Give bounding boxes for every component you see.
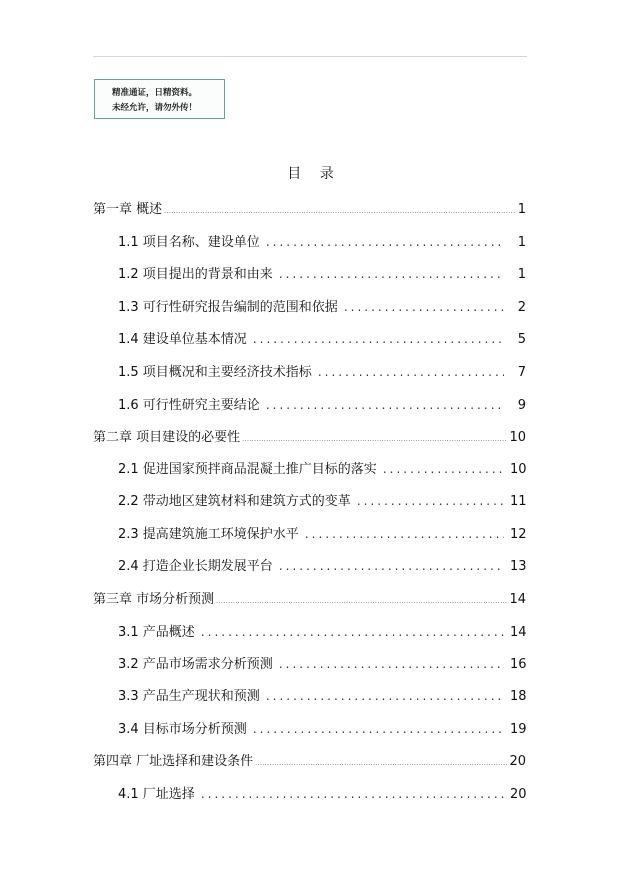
toc-page-number: 1 xyxy=(517,202,526,217)
toc-entry-section-2-1[interactable] xyxy=(118,458,526,477)
notice-line-2: 未经允许，请勿外传！ xyxy=(112,103,198,113)
toc-page-number: 14 xyxy=(510,625,527,640)
toc-entry-title: 第二章 项目建设的必要性 xyxy=(93,430,241,445)
toc-page-number: 16 xyxy=(510,657,527,672)
toc-entry-title: 1.3 可行性研究报告编制的范围和依据 xyxy=(118,300,338,315)
notice-line-1: 精准通证，日精资料。 xyxy=(112,88,198,98)
toc-entry-section-1-1[interactable] xyxy=(118,231,526,250)
toc-dot-leader xyxy=(242,436,507,443)
toc-entry-title: 3.1 产品概述 xyxy=(118,625,195,640)
toc-dot-leader xyxy=(253,722,504,736)
toc-entry-title: 1.1 项目名称、建设单位 xyxy=(118,235,260,250)
toc-dot-leader xyxy=(201,625,504,639)
toc-dot-leader xyxy=(318,365,504,379)
toc-dot-leader xyxy=(305,527,504,541)
toc-dot-leader xyxy=(266,235,504,249)
toc-page-number: 20 xyxy=(509,754,526,769)
toc-entry-title: 第四章 厂址选择和建设条件 xyxy=(93,754,254,769)
toc-entry-section-4-1[interactable] xyxy=(118,783,526,802)
toc-dot-leader xyxy=(255,760,507,767)
toc-page-number: 12 xyxy=(510,527,527,542)
toc-entry-section-1-2[interactable] xyxy=(118,263,526,282)
toc-entry-title: 1.5 项目概况和主要经济技术指标 xyxy=(118,365,312,380)
toc-entry-title: 2.4 打造企业长期发展平台 xyxy=(118,559,273,574)
toc-entry-title: 2.1 促进国家预拌商品混凝土推广目标的落实 xyxy=(118,462,377,477)
toc-entry-section-1-3[interactable] xyxy=(118,296,526,315)
toc-page-number: 7 xyxy=(517,365,526,380)
toc-page-number: 20 xyxy=(510,787,527,802)
toc-dot-leader xyxy=(279,267,504,281)
toc-entry-section-2-3[interactable] xyxy=(118,523,526,542)
toc-title: 目 录 xyxy=(287,166,341,182)
toc-entry-title: 2.3 提高建筑施工环境保护水平 xyxy=(118,527,299,542)
toc-page-number: 19 xyxy=(510,722,527,737)
toc-page-number: 13 xyxy=(510,559,527,574)
toc-page-number: 2 xyxy=(517,300,526,315)
toc-page-number: 1 xyxy=(517,267,526,282)
toc-dot-leader xyxy=(357,494,504,508)
toc-entry-title: 1.4 建设单位基本情况 xyxy=(118,332,247,347)
toc-page-number: 10 xyxy=(509,430,526,445)
toc-entry-section-1-6[interactable] xyxy=(118,394,526,413)
toc-dot-leader xyxy=(164,208,516,215)
toc-page-number: 14 xyxy=(509,592,526,607)
toc-entry-section-2-2[interactable] xyxy=(118,490,526,509)
toc-entry-title: 2.2 带动地区建筑材料和建筑方式的变革 xyxy=(118,494,351,509)
toc-page-number: 11 xyxy=(510,494,527,509)
toc-entry-section-3-3[interactable] xyxy=(118,685,526,704)
toc-dot-leader xyxy=(216,598,507,605)
toc-entry-section-2-4[interactable] xyxy=(118,555,526,574)
toc-page-number: 1 xyxy=(517,235,526,250)
toc-entry-title: 1.2 项目提出的背景和由来 xyxy=(118,267,273,282)
toc-entry-chapter-1[interactable] xyxy=(93,198,526,217)
toc-entry-section-1-5[interactable] xyxy=(118,361,526,380)
toc-page-number: 10 xyxy=(510,462,527,477)
toc-entry-title: 第三章 市场分析预测 xyxy=(93,592,215,607)
header-rule xyxy=(93,56,527,57)
toc-entry-title: 1.6 可行性研究主要结论 xyxy=(118,398,260,413)
toc-entry-title: 3.2 产品市场需求分析预测 xyxy=(118,657,273,672)
toc-entry-chapter-3[interactable] xyxy=(93,588,526,607)
toc-entry-section-1-4[interactable] xyxy=(118,328,526,347)
toc-entry-chapter-2[interactable] xyxy=(93,426,526,445)
toc-page-number: 18 xyxy=(510,689,527,704)
toc-entry-section-3-1[interactable] xyxy=(118,621,526,640)
toc-dot-leader xyxy=(344,300,504,314)
toc-dot-leader xyxy=(201,787,504,801)
toc-dot-leader xyxy=(253,332,504,346)
toc-entry-chapter-4[interactable] xyxy=(93,750,526,769)
toc-dot-leader xyxy=(279,559,504,573)
toc-page-number: 5 xyxy=(517,332,526,347)
toc-dot-leader xyxy=(266,689,504,703)
toc-page-number: 9 xyxy=(517,398,526,413)
toc-dot-leader xyxy=(266,398,504,412)
toc-entry-section-3-4[interactable] xyxy=(118,718,526,737)
toc-entry-title: 4.1 厂址选择 xyxy=(118,787,195,802)
toc-dot-leader xyxy=(279,657,504,671)
toc-entry-title: 3.4 目标市场分析预测 xyxy=(118,722,247,737)
toc-entry-title: 第一章 概述 xyxy=(93,202,163,217)
toc-dot-leader xyxy=(383,462,504,476)
toc-entry-section-3-2[interactable] xyxy=(118,653,526,672)
toc-entry-title: 3.3 产品生产现状和预测 xyxy=(118,689,260,704)
copyright-notice-box xyxy=(94,79,225,119)
